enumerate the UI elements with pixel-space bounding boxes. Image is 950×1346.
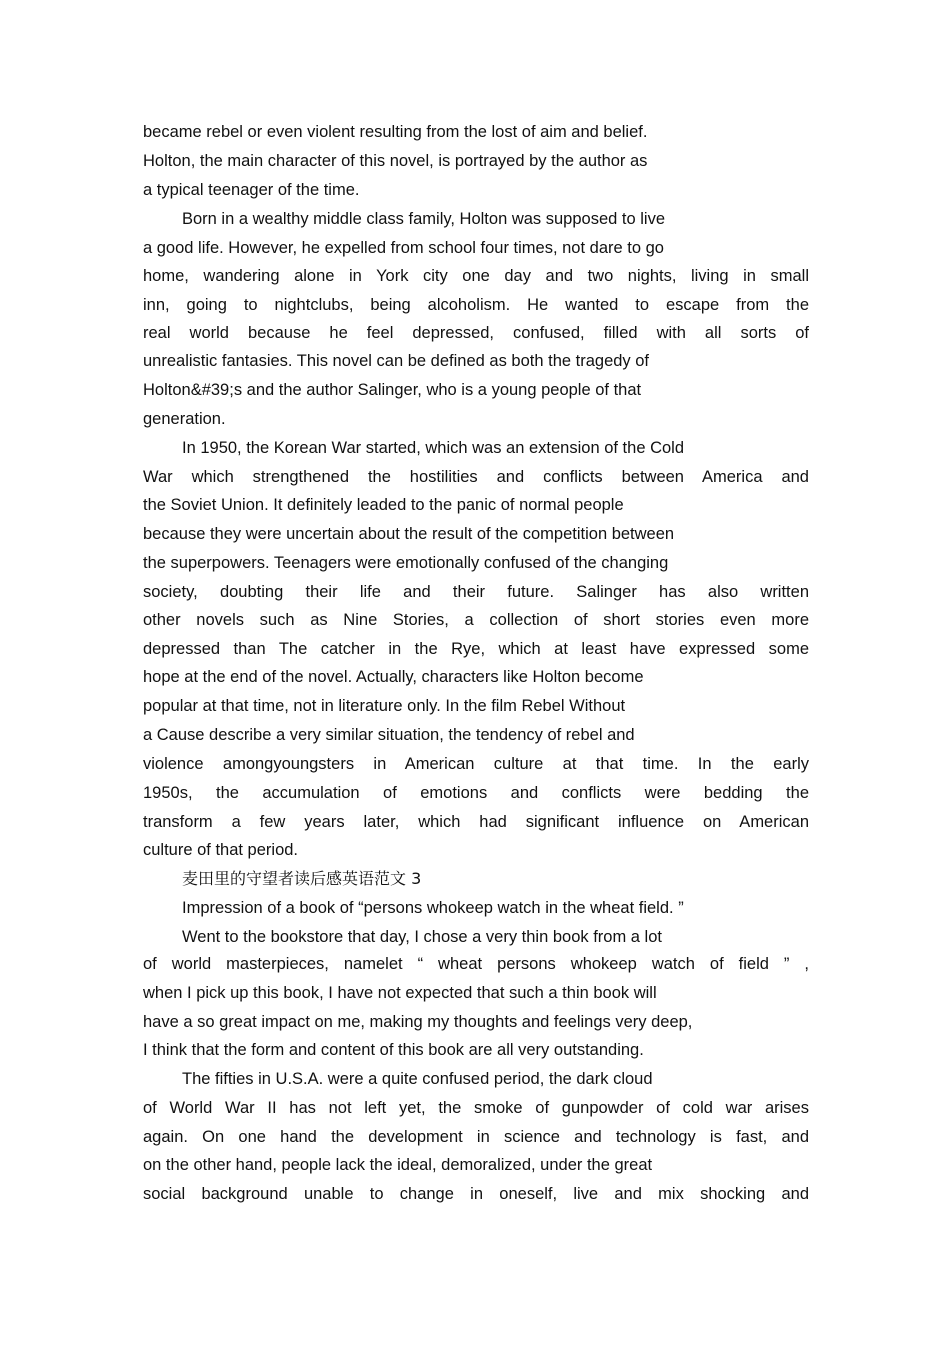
text-line: depressed than The catcher in the Rye, which at least have expressed some [143,640,809,658]
text-line: of World War II has not left yet, the smoke of gunpowder of cold war arises [143,1099,809,1117]
text-line: when I pick up this book, I have not expected that such a thin book will [143,984,657,1002]
text-line: society, doubting their life and their future. Salinger has also written [143,583,809,601]
text-line: the superpowers. Teenagers were emotionally confused of the changing [143,554,669,572]
text-line: I think that the form and content of this book are all very outstanding. [143,1041,644,1059]
text-line: Holton&#39;s and the author Salinger, who is a young people of that [143,381,642,399]
text-line: the Soviet Union. It definitely leaded to the panic of normal people [143,496,624,514]
text-line: hope at the end of the novel. Actually, characters like Holton become [143,668,644,686]
text-line: culture of that period. [143,841,299,859]
text-line: real world because he feel depressed, confused, filled with all sorts of [143,324,809,342]
paragraph-first-line: Born in a wealthy middle class family, Holton was supposed to live [182,210,666,228]
text-line: Holton, the main character of this novel, is portrayed by the author as [143,152,648,170]
paragraph-first-line: The fifties in U.S.A. were a quite confused period, the dark cloud [182,1070,653,1088]
text-line: 1950s, the accumulation of emotions and conflicts were bedding the [143,784,809,802]
text-line: unrealistic fantasies. This novel can be defined as both the tragedy of [143,352,650,370]
text-line: other novels such as Nine Stories, a collection of short stories even more [143,611,809,629]
section-heading: 麦田里的守望者读后感英语范文 3 [182,869,422,888]
paragraph-first-line: Impression of a book of “persons whokeep watch in the wheat field. ” [182,899,684,917]
text-line: became rebel or even violent resulting from the lost of aim and belief. [143,123,648,141]
paragraph-first-line: Went to the bookstore that day, I chose a very thin book from a lot [182,928,662,946]
text-line: a typical teenager of the time. [143,181,360,199]
text-line: because they were uncertain about the result of the competition between [143,525,675,543]
text-line: generation. [143,410,226,428]
text-line: have a so great impact on me, making my thoughts and feelings very deep, [143,1013,693,1031]
text-line: of world masterpieces, namelet “ wheat persons whokeep watch of field ” , [143,955,809,973]
text-line: transform a few years later, which had significant influence on American [143,813,809,831]
text-line: social background unable to change in oneself, live and mix shocking and [143,1185,809,1203]
text-line: popular at that time, not in literature only. In the film Rebel Without [143,697,626,715]
text-line: War which strengthened the hostilities and conflicts between America and [143,468,809,486]
text-line: on the other hand, people lack the ideal, demoralized, under the great [143,1156,653,1174]
paragraph-first-line: In 1950, the Korean War started, which was an extension of the Cold [182,439,685,457]
text-line: a Cause describe a very similar situation, the tendency of rebel and [143,726,635,744]
text-line: violence amongyoungsters in American culture at that time. In the early [143,755,809,773]
text-line: inn, going to nightclubs, being alcoholism. He wanted to escape from the [143,296,809,314]
text-line: a good life. However, he expelled from school four times, not dare to go [143,239,664,257]
text-line: home, wandering alone in York city one day and two nights, living in small [143,267,809,285]
text-line: again. On one hand the development in science and technology is fast, and [143,1128,809,1146]
